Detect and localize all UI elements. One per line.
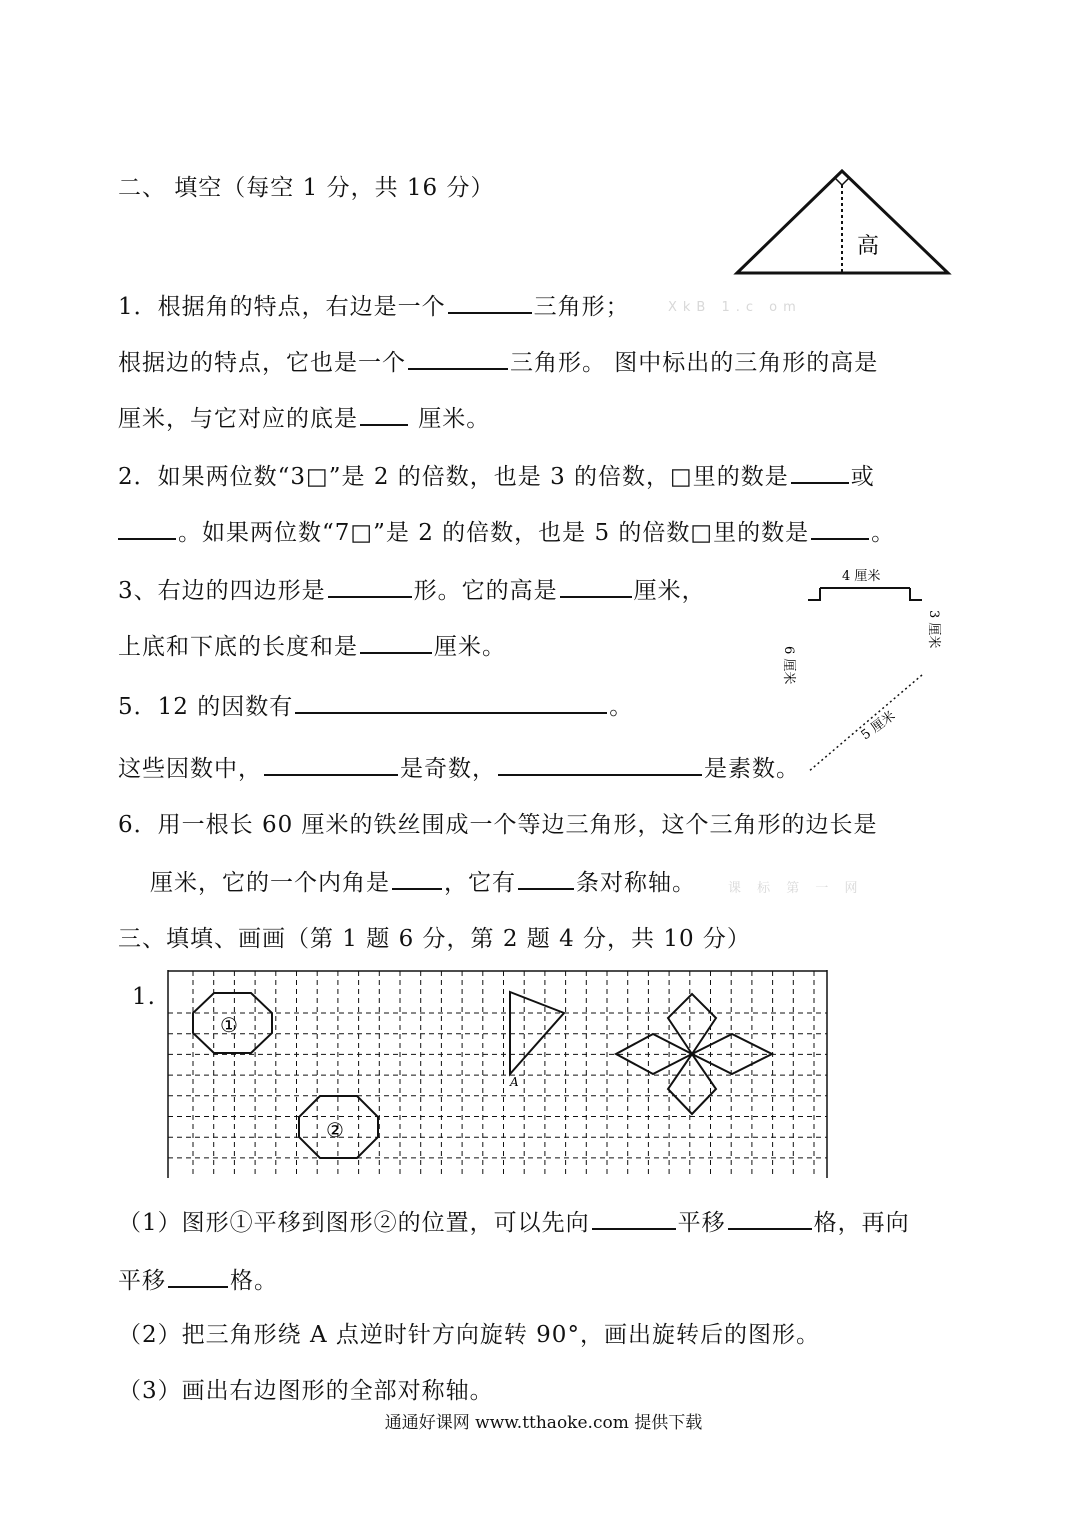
q5-line1: 5．12 的因数有 。 — [118, 690, 633, 722]
q3-line2: 上底和下底的长度和是 厘米。 — [118, 630, 506, 662]
answer-blank[interactable] — [592, 1206, 676, 1230]
sub2-line: （2）把三角形绕 A 点逆时针方向旋转 90°，画出旋转后的图形。 — [118, 1322, 820, 1348]
trapezoid-figure — [770, 560, 970, 790]
answer-blank[interactable] — [392, 866, 442, 890]
sub1-line1: （1）图形①平移到图形②的位置，可以先向 平移 格，再向 — [118, 1206, 910, 1238]
trap-right-label: 3 厘米 — [926, 610, 941, 649]
answer-blank[interactable] — [360, 630, 432, 654]
trap-slant-label: 5 厘米 — [858, 708, 899, 744]
answer-blank[interactable] — [264, 752, 398, 776]
answer-blank[interactable] — [328, 574, 412, 598]
q5-line2: 这些因数中， 是奇数， 是素数。 — [118, 752, 800, 784]
answer-blank[interactable] — [295, 690, 607, 714]
answer-blank[interactable] — [728, 1206, 812, 1230]
watermark-2: 课 标 第 一 网 — [728, 881, 864, 896]
answer-blank[interactable] — [448, 290, 532, 314]
point-a-label: A — [510, 1075, 519, 1089]
answer-blank[interactable] — [408, 346, 508, 370]
q6-line1: 6．用一根长 60 厘米的铁丝围成一个等边三角形，这个三角形的边长是 — [118, 812, 878, 838]
section3-heading: 三、填填、画画（第 1 题 6 分，第 2 题 4 分，共 10 分） — [118, 926, 751, 952]
right-triangle-figure — [730, 165, 955, 280]
q3-line1: 3、右边的四边形是 形。它的高是 厘米， — [118, 574, 706, 606]
q6-line2: 厘米，它的一个内角是 ，它有 条对称轴。 — [150, 866, 696, 898]
q2-line1: 2．如果两位数“3□”是 2 的倍数，也是 3 的倍数，□里的数是 或 — [118, 460, 875, 492]
q1-line2: 根据边的特点，它也是一个 三角形。 图中标出的三角形的高是 — [118, 346, 878, 378]
trap-left-label: 6 厘米 — [781, 646, 796, 685]
watermark-1: XkB 1.c om — [668, 300, 802, 315]
q1-line3: 厘米，与它对应的底是 厘米。 — [118, 402, 490, 434]
grid-figure — [160, 968, 835, 1183]
height-label: 高 — [857, 234, 880, 259]
q1-line1: 1．根据角的特点，右边是一个 三角形； — [118, 290, 630, 322]
answer-blank[interactable] — [168, 1264, 228, 1288]
triangle-shape — [510, 992, 564, 1074]
trap-top-label: 4 厘米 — [842, 569, 881, 584]
answer-blank[interactable] — [811, 516, 869, 540]
circle-2-label: ② — [326, 1118, 344, 1142]
footer: 通通好课网 www.tthaoke.com 提供下载 — [384, 1413, 703, 1433]
sub3-line: （3）画出右边图形的全部对称轴。 — [118, 1378, 494, 1404]
answer-blank[interactable] — [791, 460, 849, 484]
circle-1-label: ① — [220, 1013, 238, 1037]
answer-blank[interactable] — [360, 402, 408, 426]
answer-blank[interactable] — [560, 574, 632, 598]
q2-line2: 。如果两位数“7□”是 2 的倍数，也是 5 的倍数□里的数是 。 — [118, 516, 895, 548]
answer-blank[interactable] — [498, 752, 702, 776]
q1-number: 1. — [132, 984, 156, 1010]
sub1-line2: 平移 格。 — [118, 1264, 278, 1296]
answer-blank[interactable] — [518, 866, 574, 890]
section2-heading: 二、 填空（每空 1 分，共 16 分） — [118, 175, 495, 201]
answer-blank[interactable] — [118, 516, 176, 540]
